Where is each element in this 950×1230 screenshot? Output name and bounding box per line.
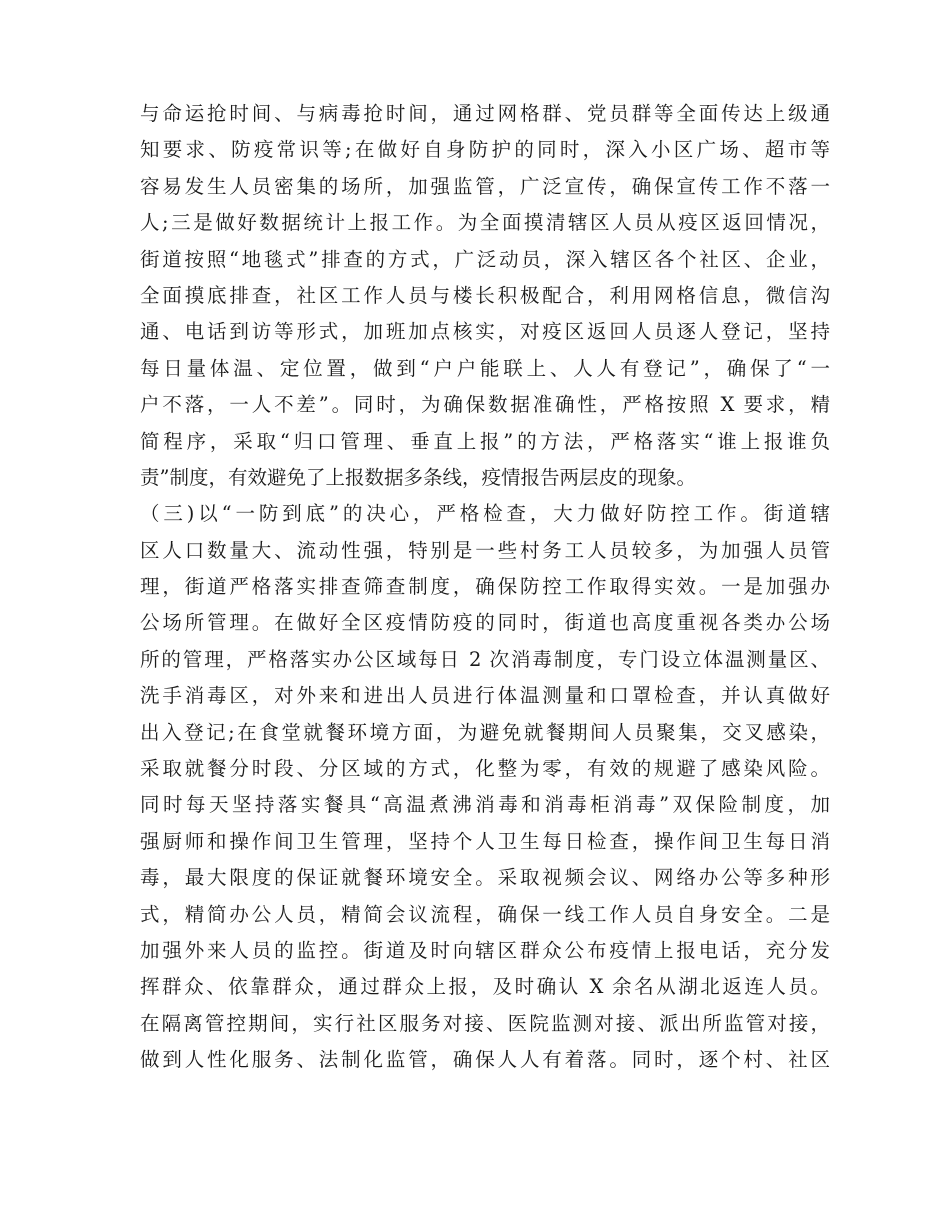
text-line: 毒，最大限度的保证就餐环境安全。采取视频会议、网络办公等多种形: [140, 866, 830, 890]
text-line: 加强外来人员的监控。街道及时向辖区群众公布疫情上报电话，充分发: [140, 938, 830, 962]
document-body-text: [140, 96, 830, 1079]
text-line: 区人口数量大、流动性强，特别是一些村务工人员较多，为加强人员管: [140, 538, 830, 562]
text-line: 容易发生人员密集的场所，加强监管，广泛宣传，确保宣传工作不落一: [140, 174, 830, 198]
text-line: 知要求、防疫常识等;在做好自身防护的同时，深入小区广场、超市等: [140, 138, 830, 162]
text-line: 出入登记;在食堂就餐环境方面，为避免就餐期间人员聚集，交叉感染，: [140, 720, 830, 744]
text-line: 人;三是做好数据统计上报工作。为全面摸清辖区人员从疫区返回情况，: [140, 211, 830, 235]
text-line: 每日量体温、定位置，做到“户户能联上、人人有登记”，确保了“一: [140, 356, 830, 380]
text-line: 通、电话到访等形式，加班加点核实，对疫区返回人员逐人登记，坚持: [140, 320, 830, 344]
text-line: 强厨师和操作间卫生管理，坚持个人卫生每日检查，操作间卫生每日消: [140, 829, 830, 853]
text-line: 在隔离管控期间，实行社区服务对接、医院监测对接、派出所监管对接，: [140, 1011, 830, 1035]
text-line: 式，精简办公人员，精简会议流程，确保一线工作人员自身安全。二是: [140, 902, 830, 926]
text-line: 理，街道严格落实排查筛查制度，确保防控工作取得实效。一是加强办: [140, 575, 830, 599]
text-line: 采取就餐分时段、分区域的方式，化整为零，有效的规避了感染风险。: [140, 757, 830, 781]
text-line: 挥群众、依靠群众，通过群众上报，及时确认 X 余名从湖北返连人员。: [140, 975, 830, 999]
text-line: 全面摸底排查，社区工作人员与楼长积极配合，利用网格信息，微信沟: [140, 283, 830, 307]
text-line: 街道按照“地毯式”排查的方式，广泛动员，深入辖区各个社区、企业，: [140, 247, 830, 271]
text-line: 公场所管理。在做好全区疫情防疫的同时，街道也高度重视各类办公场: [140, 611, 830, 635]
text-line: 做到人性化服务、法制化监管，确保人人有着落。同时，逐个村、社区: [140, 1048, 830, 1072]
text-line: 所的管理，严格落实办公区域每日 2 次消毒制度，专门设立体温测量区、: [140, 647, 830, 671]
text-line: 责”制度，有效避免了上报数据多条线，疫情报告两层皮的现象。: [140, 465, 696, 489]
text-line: 与命运抢时间、与病毒抢时间，通过网格群、党员群等全面传达上级通: [140, 102, 830, 125]
text-line: 简程序，采取“归口管理、垂直上报”的方法，严格落实“谁上报谁负: [140, 429, 830, 453]
text-line: 同时每天坚持落实餐具“高温煮沸消毒和消毒柜消毒”双保险制度，加: [140, 793, 830, 817]
text-line: 洗手消毒区，对外来和进出人员进行体温测量和口罩检查，并认真做好: [140, 684, 830, 708]
text-line: （三)以“一防到底”的决心，严格检查，大力做好防控工作。街道辖: [140, 502, 830, 526]
text-line: 户不落，一人不差”。同时，为确保数据准确性，严格按照 X 要求，精: [140, 393, 830, 417]
